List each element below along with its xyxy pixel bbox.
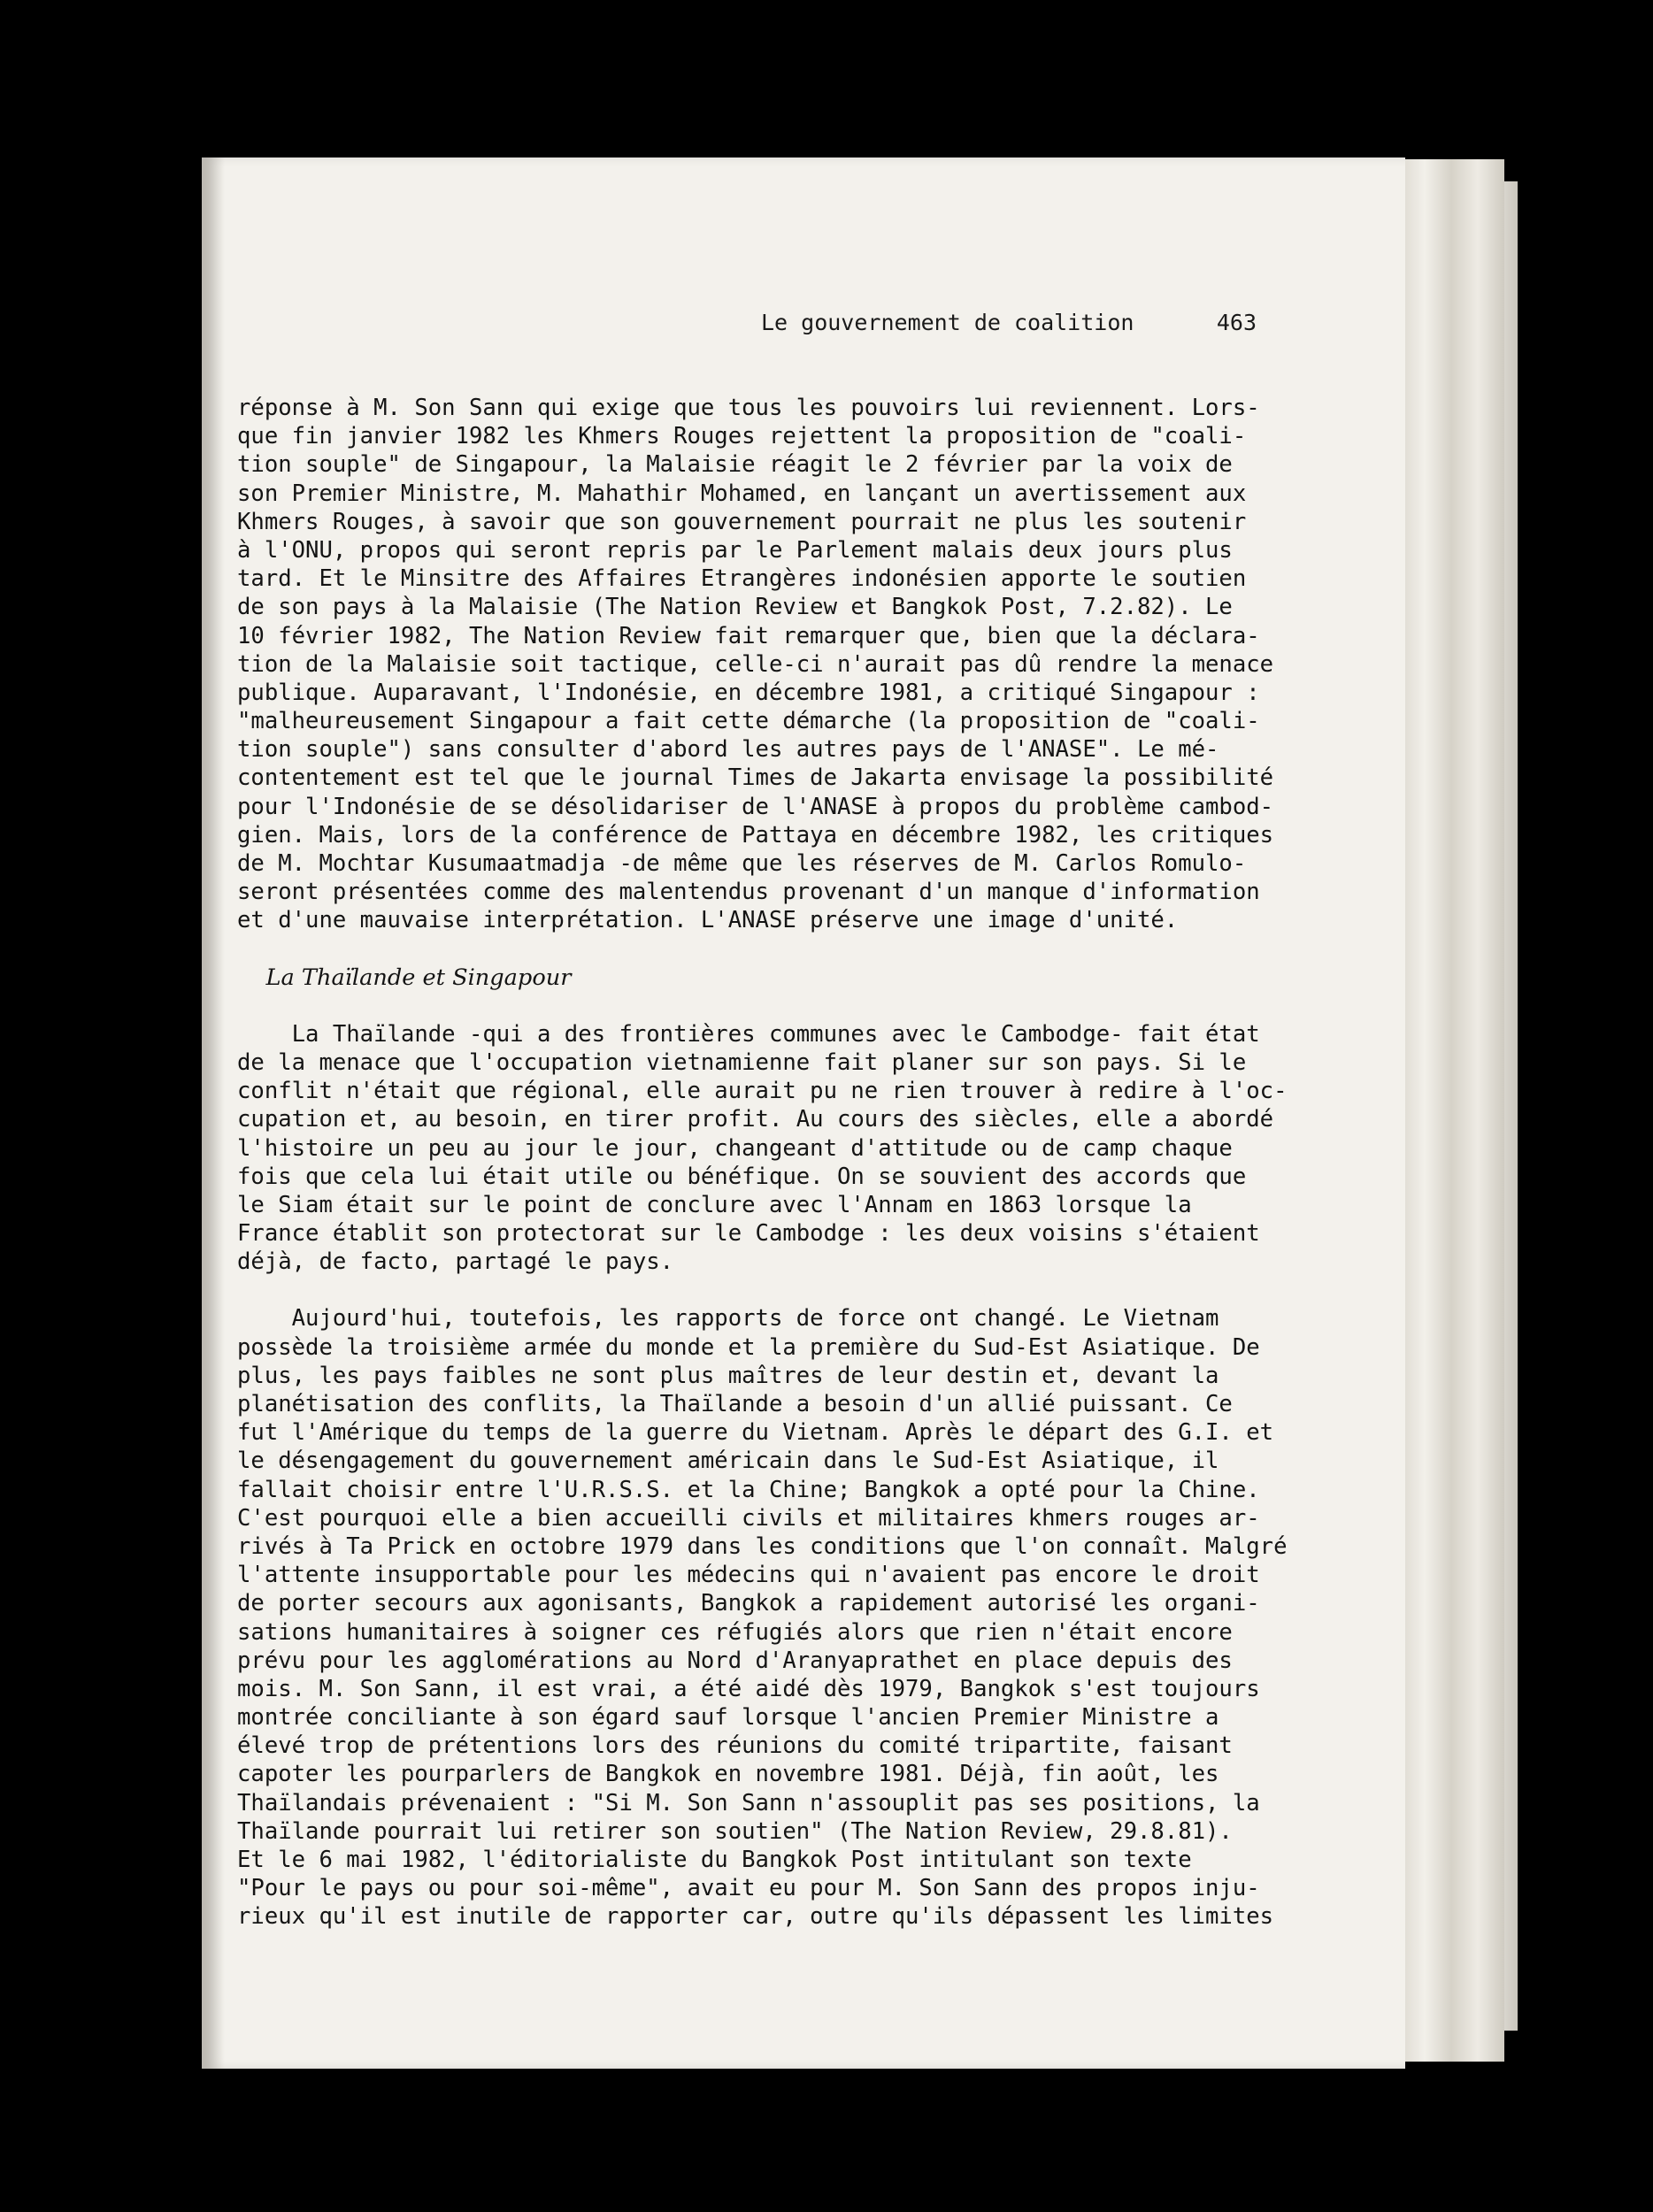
text-line: planétisation des conflits, la Thaïlande a besoin d'un allié puissant. Ce: [237, 1391, 1233, 1417]
paragraph-gap: [237, 935, 1281, 964]
text-line: tion souple" de Singapour, la Malaisie réagit le 2 février par la voix de: [237, 451, 1233, 479]
paragraph: [237, 1020, 1288, 1277]
text-line: de M. Mochtar Kusumaatmadja -de même que les réserves de M. Carlos Romulo-: [237, 850, 1247, 877]
text-line: réponse à M. Son Sann qui exige que tous les pouvoirs lui reviennent. Lors-: [237, 395, 1260, 421]
text-line: Khmers Rouges, à savoir que son gouvernement pourrait ne plus les soutenir: [237, 508, 1247, 535]
text-line: tion de la Malaisie soit tactique, celle-ci n'aurait pas dû rendre la menace: [237, 650, 1274, 678]
text-line: "malheureusement Singapour a fait cette démarche (la proposition de "coali-: [237, 708, 1260, 735]
text-line: Thaïlandais prévenaient : "Si M. Son Sann n'assouplit pas ses positions, la: [237, 1789, 1260, 1816]
text-line: le Siam était sur le point de conclure avec l'Annam en 1863 lorsque la: [237, 1191, 1192, 1218]
text-line: rieux qu'il est inutile de rapporter car, outre qu'ils dépassent les limites: [237, 1903, 1274, 1931]
text-line: publique. Auparavant, l'Indonésie, en décembre 1981, a critiqué Singapour :: [237, 679, 1260, 706]
page-number: 463: [1216, 310, 1257, 335]
text-line: fut l'Amérique du temps de la guerre du Vietnam. Après le départ des G.I. et: [237, 1419, 1274, 1447]
paragraph-gap: [237, 1276, 1281, 1304]
text-line: pour l'Indonésie de se désolidariser de l'ANASE à propos du problème cambod-: [237, 793, 1274, 820]
text-line: son Premier Ministre, M. Mahathir Mohamed, en lançant un avertissement aux: [237, 480, 1247, 507]
text-line: mois. M. Son Sann, il est vrai, a été aidé dès 1979, Bangkok s'est toujours: [237, 1675, 1260, 1702]
text-line: contentement est tel que le journal Times de Jakarta envisage la possibilité: [237, 764, 1274, 792]
paragraph-gap: [237, 992, 1281, 1020]
paragraph: [237, 1304, 1288, 1931]
text-line: déjà, de facto, partagé le pays.: [237, 1248, 674, 1276]
text-line: montrée conciliante à son égard sauf lorsque l'ancien Premier Ministre a: [237, 1704, 1219, 1732]
text-line: conflit n'était que régional, elle aurait pu ne rien trouver à redire à l'oc-: [237, 1078, 1288, 1105]
text-line: 10 février 1982, The Nation Review fait remarquer que, bien que la déclara-: [237, 622, 1260, 649]
text-line: que fin janvier 1982 les Khmers Rouges rejettent la proposition de "coali-: [237, 423, 1247, 450]
text-line: l'histoire un peu au jour le jour, changeant d'attitude ou de camp chaque: [237, 1134, 1233, 1162]
running-head-title: Le gouvernement de coalition: [761, 310, 1134, 335]
text-line: fallait choisir entre l'U.R.S.S. et la Chine; Bangkok a opté pour la Chine.: [237, 1476, 1260, 1503]
text-line: et d'une mauvaise interprétation. L'ANASE préserve une image d'unité.: [237, 907, 1179, 934]
text-line: Thaïlande pourrait lui retirer son soutien" (The Nation Review, 29.8.81).: [237, 1817, 1233, 1845]
text-line: Et le 6 mai 1982, l'éditorialiste du Bangkok Post intitulant son texte: [237, 1847, 1192, 1873]
text-line: France établit son protectorat sur le Cambodge : les deux voisins s'étaient: [237, 1220, 1260, 1248]
text-line: sations humanitaires à soigner ces réfugiés alors que rien n'était encore: [237, 1618, 1233, 1646]
text-line: C'est pourquoi elle a bien accueilli civils et militaires khmers rouges ar-: [237, 1504, 1260, 1532]
text-line: possède la troisième armée du monde et la première du Sud-Est Asiatique. De: [237, 1333, 1260, 1361]
text-line: élevé trop de prétentions lors des réunions du comité tripartite, faisant: [237, 1732, 1233, 1760]
text-line: de la menace que l'occupation vietnamienne fait planer sur son pays. Si le: [237, 1048, 1247, 1076]
text-line: plus, les pays faibles ne sont plus maîtres de leur destin et, devant la: [237, 1362, 1219, 1389]
book-gutter-shadow: [202, 157, 225, 2069]
text-line: capoter les pourparlers de Bangkok en novembre 1981. Déjà, fin août, les: [237, 1761, 1219, 1788]
text-line: rivés à Ta Prick en octobre 1979 dans les conditions que l'on connaît. Malgré: [237, 1532, 1288, 1560]
text-line: La Thaïlande -qui a des frontières communes avec le Cambodge- fait état: [237, 1020, 1260, 1048]
text-line: tion souple") sans consulter d'abord les autres pays de l'ANASE". Le mé-: [237, 736, 1219, 764]
section-heading: La Thaïlande et Singapour: [237, 964, 572, 991]
text-line: fois que cela lui était utile ou bénéfique. On se souvient des accords que: [237, 1163, 1247, 1190]
text-line: "Pour le pays ou pour soi-même", avait eu pour M. Son Sann des propos inju-: [237, 1875, 1260, 1902]
text-line: de porter secours aux agonisants, Bangkok a rapidement autorisé les organi-: [237, 1590, 1260, 1617]
text-line: à l'ONU, propos qui seront repris par le Parlement malais deux jours plus: [237, 536, 1233, 564]
text-line: l'attente insupportable pour les médecins qui n'avaient pas encore le droit: [237, 1562, 1260, 1589]
text-line: de son pays à la Malaisie (The Nation Review et Bangkok Post, 7.2.82). Le: [237, 594, 1233, 621]
body-text: [237, 394, 1288, 1932]
paragraph: [237, 394, 1281, 935]
text-line: gien. Mais, lors de la conférence de Pattaya en décembre 1982, les critiques: [237, 821, 1274, 849]
text-line: seront présentées comme des malentendus provenant d'un manque d'information: [237, 879, 1260, 906]
text-line: Aujourd'hui, toutefois, les rapports de force ont changé. Le Vietnam: [237, 1305, 1219, 1333]
text-line: tard. Et le Minsitre des Affaires Etrangères indonésien apporte le soutien: [237, 565, 1247, 593]
running-head: [761, 310, 1257, 340]
text-line: le désengagement du gouvernement américain dans le Sud-Est Asiatique, il: [237, 1448, 1219, 1475]
text-line: prévu pour les agglomérations au Nord d'Aranyaprathet en place depuis des: [237, 1647, 1233, 1674]
text-line: cupation et, au besoin, en tirer profit. Au cours des siècles, elle a abordé: [237, 1106, 1274, 1133]
